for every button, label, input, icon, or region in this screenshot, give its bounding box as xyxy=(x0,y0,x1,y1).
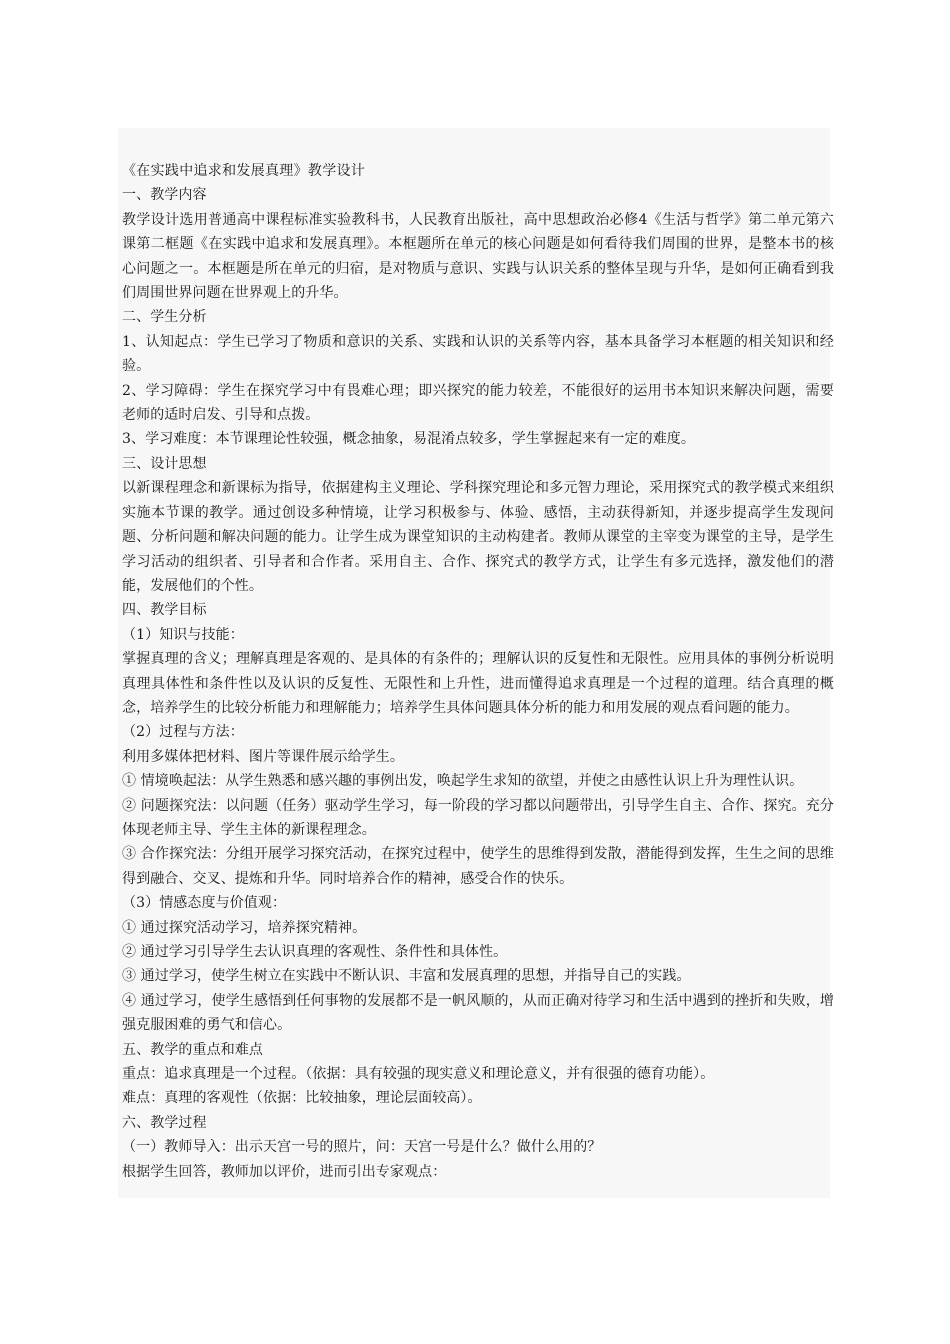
paragraph-key-point: 重点：追求真理是一个过程。（依据：具有较强的现实意义和理论意义，并有很强的德育功能）。 xyxy=(122,1066,715,1083)
section-heading-content: 一、教学内容 xyxy=(122,187,207,204)
paragraph-multimedia: 利用多媒体把材料、图片等课件展示给学生。 xyxy=(122,748,404,765)
paragraph-difficult-point: 难点：真理的客观性（依据：比较抽象，理论层面较高）。 xyxy=(122,1090,482,1107)
section-heading-process: 六、教学过程 xyxy=(122,1114,207,1131)
subheading-knowledge: （1）知识与技能： xyxy=(122,626,244,643)
paragraph-learning-difficulty: 3、学习难度：本节课理论性较强，概念抽象，易混淆点较多，学生掌握起来有一定的难度。 xyxy=(122,431,696,448)
list-item-method-3: ③ 合作探究法：分组开展学习探究活动，在探究过程中，使学生的思维得到发散，潜能得到发挥，生生之间的思维得到融合、交叉、提炼和升华。同时培养合作的精神，感受合作的快乐。 xyxy=(122,846,834,887)
list-item-value-3: ③ 通过学习，使学生树立在实践中不断认识、丰富和发展真理的思想，并指导自己的实践。 xyxy=(122,968,691,985)
subheading-values: （3）情感态度与价值观： xyxy=(122,895,287,912)
section-heading-goals: 四、教学目标 xyxy=(122,602,207,619)
paragraph-introduction: （一）教师导入：出示天宫一号的照片，问：天宫一号是什么？做什么用的？ xyxy=(122,1139,602,1156)
list-item-method-2: ② 问题探究法：以问题（任务）驱动学生学习，每一阶段的学习都以问题带出，引导学生自主、合作、探究。充分体现老师主导、学生主体的新课程理念。 xyxy=(122,797,834,838)
paragraph-learning-obstacle: 2、学习障碍：学生在探究学习中有畏难心理；即兴探究的能力较差，不能很好的运用书本知识来解决问题，需要老师的适时启发、引导和点拨。 xyxy=(122,382,834,424)
paragraph-knowledge: 掌握真理的含义；理解真理是客观的、是具体的有条件的；理解认识的反复性和无限性。应用具体的事例分析说明真理具体性和条件性以及认识的反复性、无限性和上升性，进而懂得追求真理是一个过程的道理。结合真理的概念，培养学生的比较分析能力和理解能力；培养学生具体问题具体分析的能力和用发展的观点看问题的能力。 xyxy=(122,651,834,716)
list-item-value-2: ② 通过学习引导学生去认识真理的客观性、条件性和具体性。 xyxy=(122,944,508,960)
paragraph-content: 教学设计选用普通高中课程标准实验教科书，人民教育出版社，高中思想政治必修4《生活与哲学》第二单元第六课第二框题《在实践中追求和发展真理》。本框题所在单元的核心问题是如何看待我们周围的世界，是整本书的核心问题之一。本框题是所在单元的归宿，是对物质与意识、实践与认识关系的整体呈现与升华，是如何正确看到我们周围世界问题在世界观上的升华。 xyxy=(122,211,834,302)
list-item-value-1: ① 通过探究活动学习，培养探究精神。 xyxy=(122,919,367,936)
section-heading-design: 三、设计思想 xyxy=(122,455,207,472)
paragraph-design: 以新课程理念和新课标为指导，依据建构主义理论、学科探究理论和多元智力理论，采用探究式的教学模式来组织实施本节课的教学。通过创设多种情境，让学习积极参与、体验、感悟，主动获得新知，并逐步提高学生发现问题、分析问题和解决问题的能力。让学生成为课堂知识的主动构建者。教师从课堂的主宰变为课堂的主导，是学生学习活动的组织者、引导者和合作者。采用自主、合作、探究式的教学方式，让学生有多元选择，激发他们的潜能，发展他们的个性。 xyxy=(122,480,834,594)
list-item-method-1: ① 情境唤起法：从学生熟悉和感兴趣的事例出发，唤起学生求知的欲望，并使之由感性认识上升为理性认识。 xyxy=(122,773,804,790)
paragraph-expert-view: 根据学生回答，教师加以评价，进而引出专家观点： xyxy=(122,1163,447,1180)
document-title: 《在实践中追求和发展真理》教学设计 xyxy=(122,163,366,179)
document-body xyxy=(122,159,834,1184)
subheading-process: （2）过程与方法： xyxy=(122,724,244,741)
section-heading-key-points: 五、教学的重点和难点 xyxy=(122,1041,263,1058)
section-heading-students: 二、学生分析 xyxy=(122,309,207,326)
paragraph-cognitive-start: 1、认知起点：学生已学习了物质和意识的关系、实践和认识的关系等内容，基本具备学习本框题的相关知识和经验。 xyxy=(122,333,834,375)
list-item-value-4: ④ 通过学习，使学生感悟到任何事物的发展都不是一帆风顺的，从而正确对待学习和生活中遇到的挫折和失败，增强克服困难的勇气和信心。 xyxy=(122,992,834,1034)
